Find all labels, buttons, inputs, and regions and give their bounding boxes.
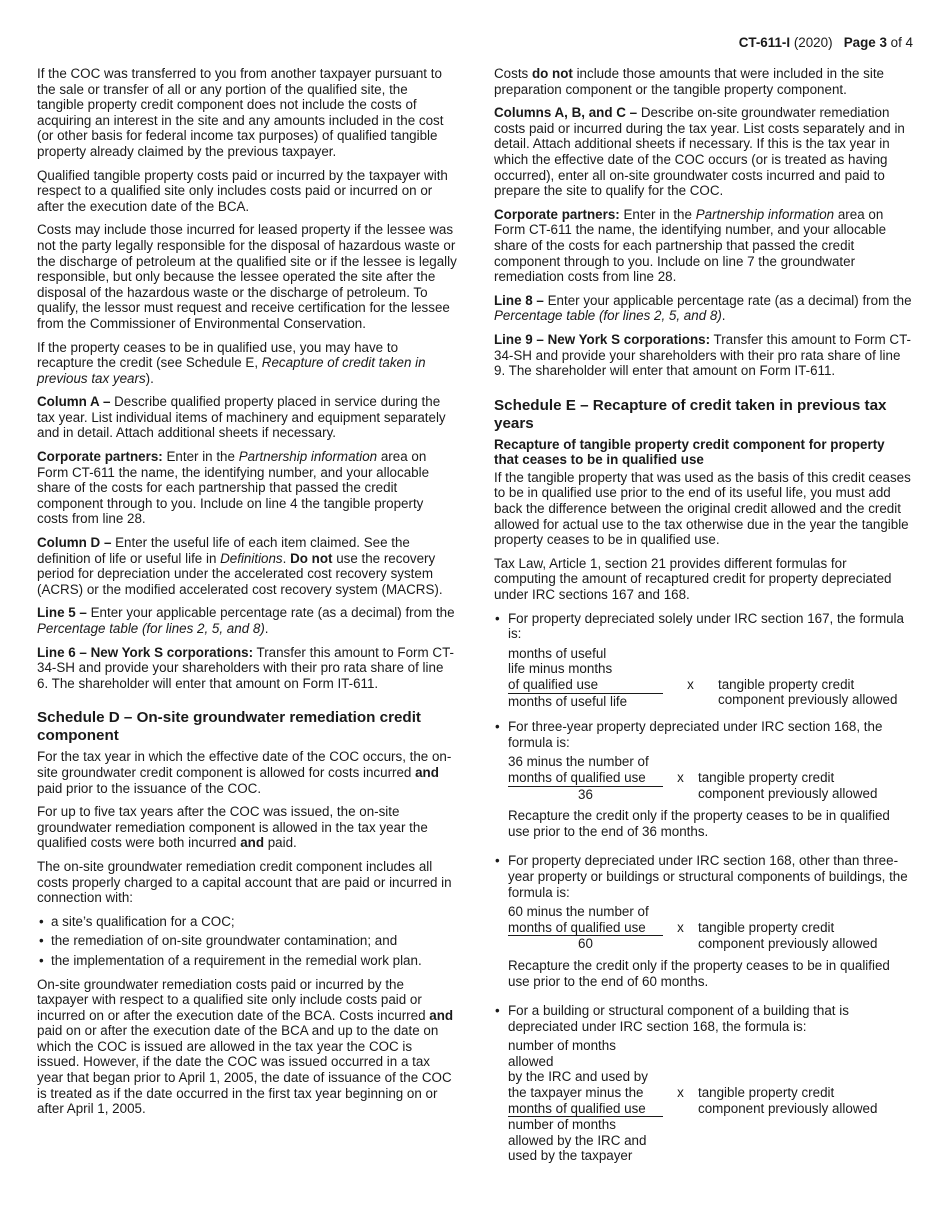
paragraph-line-8: Line 8 – Enter your applicable percentage rate (as a decimal) from the Percentage table (for lines 2, 5, and 8).: [494, 292, 912, 324]
bullet-list: [37, 914, 457, 969]
formula-intro: For property depreciated under IRC section 168, other than three-year property or buildings or structural components of buildings, the formula is:: [508, 853, 908, 900]
paragraph-schedule-e-2: Tax Law, Article 1, section 21 provides different formulas for computing the amount of recaptured credit for property depreciated under IRC sections 167 and 168.: [494, 555, 892, 603]
paragraph-schedule-d-3: The on-site groundwater remediation credit component includes all costs properly charged to a capital account that are paid or incurred in connection with:: [37, 858, 452, 906]
paragraph-schedule-d-4: On-site groundwater remediation costs paid or incurred by the taxpayer with respect to a qualified site only include costs paid or incurred on or after the execution date of the BCA. Costs incurred and paid on or after the execution date of the BCA and up to the date on which the COC is issued are allowed in the tax year the COC is issued. However, if the date the COC was issued occurred in a tax year that began prior to April 1, 2005, the date of issuance of the COC is treated as if the date occurred in the first tax year beginning on or after April 1, 2005.: [37, 976, 454, 1117]
multiplier: tangible property credit component previously allowed: [698, 920, 878, 951]
left-column: [37, 66, 457, 1125]
denominator: number of months allowed by the IRC and used by the taxpayer: [508, 1117, 647, 1164]
formula-three-year-168: • For three-year property depreciated under IRC section 168, the formula is: 36 minus the number of months of qualified use 36 x tangible property credit component previously allowed Recapture the credit only if the property ceases to be in qualified use prior to the end of 36 months.: [494, 719, 912, 839]
page-word: Page: [843, 35, 876, 50]
paragraph-columns-abc: Columns A, B, and C – Describe on-site groundwater remediation costs paid or incurred during the tax year. List costs separately and in detail. Attach additional sheets if necessary. If this is the tax year in which the effective date of the COC occurs (or is treated as having occurred), enter all on-site groundwater costs incurred and paid to prepare the site to qualify for the COC.: [494, 105, 905, 199]
paragraph-corporate-partners: Corporate partners: Enter in the Partnership information area on Form CT-611 the name, the identifying number, and your allocable share of the costs for each partnership that passed the credit component through to you. Include on line 4 the tangible property costs from line 28.: [37, 449, 430, 527]
paragraph-line-6: Line 6 – New York S corporations: Transfer this amount to Form CT-34-SH and provide your shareholders with their pro rata share of line 6. The shareholder will enter that amount on Form IT-611.: [37, 644, 454, 691]
page-header: [739, 35, 913, 51]
paragraph-column-d: Column D – Enter the useful life of each item claimed. See the definition of life or useful life in Definitions. Do not use the recovery period for depreciation under the accelerated cost recovery system (ACRS) or the modified accelerated cost recovery system (MACRS).: [37, 535, 443, 597]
denominator: months of useful life: [508, 693, 628, 709]
denominator: 36: [578, 786, 593, 802]
paragraph-corporate-partners-2: Corporate partners: Enter in the Partnership information area on Form CT-611 the name, the identifying number, and your allocable share of the costs for each partnership that passed the credit component through to you. Include on line 7 the groundwater remediation costs from line 28.: [494, 206, 887, 285]
multiplier: tangible property credit component previously allowed: [718, 676, 898, 708]
paragraph-schedule-d-2: For up to five tax years after the COC was issued, the on-site groundwater remediation component is allowed in the tax year the qualified costs were both incurred and paid.: [37, 804, 428, 851]
recapture-note: Recapture the credit only if the property ceases to be in qualified use prior to the end of 36 months.: [508, 808, 890, 839]
formula-intro: For property depreciated solely under IRC section 167, the formula is:: [508, 610, 904, 642]
paragraph-coc-transfer: If the COC was transferred to you from another taxpayer pursuant to the sale or transfer of all or any portion of the qualified site, the tangible property credit component does not include the costs of acquiring an interest in the site and any amounts included in the cost (or other basis for federal income tax purposes) of qualified tangible property already claimed by the previous taxpayer.: [37, 66, 444, 159]
numerator: months of useful life minus months of qualified use: [508, 646, 663, 694]
form-year: (2020): [793, 35, 833, 50]
paragraph-line-5: Line 5 – Enter your applicable percentage rate (as a decimal) from the Percentage table (for lines 2, 5, and 8).: [37, 605, 455, 636]
schedule-e-heading: Schedule E – Recapture of credit taken in previous tax years: [494, 396, 887, 432]
formula-other-168: • For property depreciated under IRC section 168, other than three-year property or buildings or structural components of buildings, the formula is: 60 minus the number of months of qualified use 60 x tangible property credit component previously allowed Recapture the credit only if the property ceases to be in qualified use prior to the end of 60 months.: [494, 853, 912, 989]
fraction: [508, 754, 663, 802]
formula-section-167: • For property depreciated solely under IRC section 167, the formula is: months of useful life minus months of qualified use months of useful life x tangible property credit component previously allowed: [494, 611, 912, 710]
fraction: [508, 1038, 663, 1164]
fraction: [508, 646, 663, 709]
paragraph-schedule-d-1: For the tax year in which the effective date of the COC occurs, the on-site groundwater credit component is allowed for costs incurred and paid prior to the issuance of the COC.: [37, 749, 452, 796]
list-item: • the implementation of a requirement in the remedial work plan.: [37, 953, 457, 969]
numerator: number of months allowed by the IRC and used by the taxpayer minus the months of qualified use: [508, 1038, 663, 1117]
schedule-e-subheading: Recapture of tangible property credit component for property that ceases to be in qualified use: [494, 436, 885, 468]
list-item: • the remediation of on-site groundwater contamination; and: [37, 933, 457, 949]
numerator: 60 minus the number of months of qualified use: [508, 904, 663, 936]
formula-intro: For three-year property depreciated under IRC section 168, the formula is:: [508, 719, 883, 750]
formula: [508, 904, 912, 952]
schedule-d-heading: Schedule D – On-site groundwater remediation credit component: [37, 709, 421, 745]
paragraph-leased-property: Costs may include those incurred for leased property if the lessee was not the party legally responsible for the disposal of hazardous waste or the discharge of petroleum at the qualified site or if the lessee is legally responsible, but only because the lessee operated the site after the disposal of the hazardous waste or the discharge of petroleum. To qualify, the lessor must request and receive certification for the lessee from the Commissioner of Environmental Conservation.: [37, 222, 457, 331]
denominator: 60: [578, 936, 593, 952]
multiply-sign: x: [677, 770, 684, 786]
paragraph-recapture: If the property ceases to be in qualified use, you may have to recapture the credit (see Schedule E, Recapture of credit taken in previous tax years).: [37, 339, 426, 386]
numerator: 36 minus the number of months of qualified use: [508, 754, 663, 786]
form-number: CT-611-I: [738, 35, 791, 50]
formula-intro: For a building or structural component of a building that is depreciated under IRC section 168, the formula is:: [508, 1003, 849, 1034]
formula: [508, 1038, 912, 1164]
right-column: [494, 66, 912, 1174]
paragraph-costs-do-not: Costs do not include those amounts that were included in the site preparation component or the tangible property component.: [494, 66, 885, 97]
page-number: 3: [879, 35, 887, 50]
multiply-sign: x: [677, 920, 684, 936]
multiply-sign: x: [687, 676, 694, 692]
formula: [508, 646, 912, 709]
paragraph-line-9: Line 9 – New York S corporations: Transfer this amount to Form CT-34-SH and provide your shareholders with their pro rata share of line 9. The shareholder will enter that amount on Form IT-611.: [494, 331, 911, 379]
formula-building-168: • For a building or structural component of a building that is depreciated under IRC section 168, the formula is: number of months allowed by the IRC and used by the taxpayer minus the months of qualified use number of months allowed by the IRC and used by the taxpayer x tangible property credit component previously allowed: [494, 1003, 912, 1164]
multiplier: tangible property credit component previously allowed: [698, 770, 878, 801]
multiplier: tangible property credit component previously allowed: [698, 1085, 878, 1116]
fraction: [508, 904, 663, 952]
list-item: • a site’s qualification for a COC;: [37, 914, 457, 930]
page-total: of 4: [890, 35, 913, 50]
formula: [508, 754, 912, 802]
paragraph-schedule-e-1: If the tangible property that was used as the basis of this credit ceases to be in qualified use prior to the end of its useful life, you must add back the difference between the original credit allowed and the credit allowed for actual use to the tax otherwise due in the year the tangible property ceases to be in qualified use.: [494, 469, 911, 548]
paragraph-qualified-costs: Qualified tangible property costs paid or incurred by the taxpayer with respect to a qualified site only includes costs paid or incurred on or after the execution date of the BCA.: [37, 167, 448, 214]
paragraph-column-a: Column A – Describe qualified property placed in service during the tax year. List individual items of machinery and equipment separately and in detail. Attach additional sheets if necessary.: [37, 394, 446, 441]
multiply-sign: x: [677, 1085, 684, 1101]
recapture-note: Recapture the credit only if the property ceases to be in qualified use prior to the end of 60 months.: [508, 957, 890, 989]
